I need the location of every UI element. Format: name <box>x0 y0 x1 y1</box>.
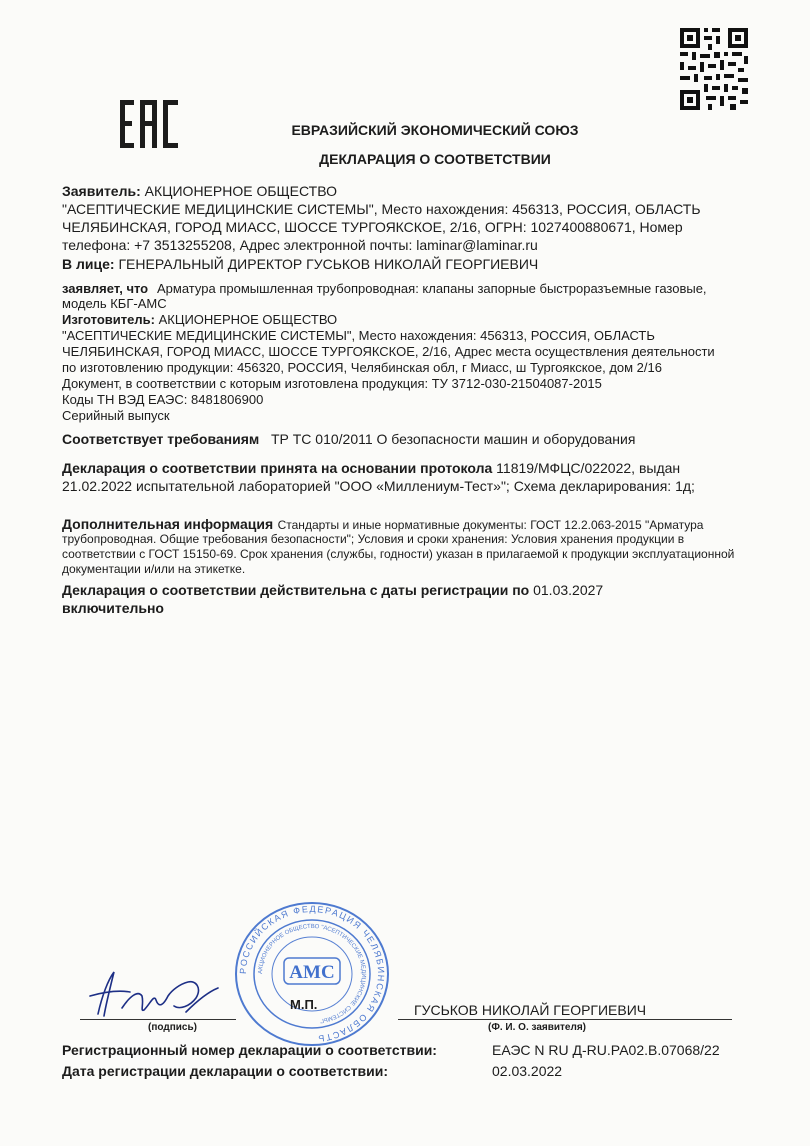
manufacturer-line-1 <box>62 312 337 327</box>
declares-label: заявляет, что <box>62 281 149 296</box>
signature-caption: (подпись) <box>148 1022 197 1033</box>
conforms-value: ТР ТС 010/2011 О безопасности машин и оборудования <box>270 431 636 447</box>
manufacturer-l7: Серийный выпуск <box>62 408 170 423</box>
name-line <box>398 1019 732 1020</box>
conforms-line <box>62 431 635 447</box>
basis-label: Декларация о соответствии принята на основании протокола <box>62 460 493 476</box>
additional-l2: трубопроводная. Общие требования безопасности"; Условия и сроки хранения: Условия хранения продукции в <box>62 532 685 546</box>
person-line <box>62 256 538 272</box>
company-stamp <box>232 900 392 1048</box>
manufacturer-l2: "АСЕПТИЧЕСКИЕ МЕДИЦИНСКИЕ СИСТЕМЫ", Место нахождения: 456313, РОССИЯ, ОБЛАСТЬ <box>62 328 655 343</box>
registration-date: 02.03.2022 <box>492 1063 563 1079</box>
manufacturer-l1: АКЦИОНЕРНОЕ ОБЩЕСТВО <box>158 312 338 327</box>
validity-date: 01.03.2027 <box>533 582 604 598</box>
manufacturer-l6: Коды ТН ВЭД ЕАЭС: 8481806900 <box>62 392 264 407</box>
conforms-label: Соответствует требованиям <box>62 431 260 447</box>
qr-code-icon <box>678 26 750 112</box>
additional-l1: Стандарты и иные нормативные документы: ГОСТ 12.2.063-2015 "Арматура <box>277 518 704 532</box>
registration-number: ЕАЭС N RU Д-RU.РА02.В.07068/22 <box>492 1042 720 1058</box>
additional-label: Дополнительная информация <box>62 516 274 532</box>
validity-suffix: включительно <box>62 600 164 616</box>
additional-l4: документации и/или на этикетке. <box>62 562 246 576</box>
person-label: В лице: <box>62 256 115 272</box>
additional-l3: соответствии с ГОСТ 15150-69. Срок хранения (службы, годности) указан в прилагаемой к продукции эксплуатационной <box>62 547 735 561</box>
signer-name: ГУСЬКОВ НИКОЛАЙ ГЕОРГИЕВИЧ <box>414 1002 647 1018</box>
declares-l1: Арматура промышленная трубопроводная: клапаны запорные быстроразъемные газовые, <box>157 281 707 296</box>
validity-label: Декларация о соответствии действительна с даты регистрации по <box>62 582 530 598</box>
applicant-line-1 <box>62 183 337 199</box>
document-title: ДЕКЛАРАЦИЯ О СООТВЕТСТВИИ <box>319 151 551 167</box>
validity-line <box>62 582 603 598</box>
manufacturer-label: Изготовитель: <box>62 312 155 327</box>
manufacturer-l3: ЧЕЛЯБИНСКАЯ, ГОРОД МИАСС, ШОССЕ ТУРГОЯКСКОЕ, 2/16, Адрес места осуществления деятельности <box>62 344 715 359</box>
name-caption: (Ф. И. О. заявителя) <box>488 1022 587 1033</box>
applicant-l2: "АСЕПТИЧЕСКИЕ МЕДИЦИНСКИЕ СИСТЕМЫ", Место нахождения: 456313, РОССИЯ, ОБЛАСТЬ <box>62 201 701 217</box>
applicant-l1: АКЦИОНЕРНОЕ ОБЩЕСТВО <box>144 183 337 199</box>
applicant-l4: телефона: +7 3513255208, Адрес электронной почты: laminar@laminar.ru <box>62 237 538 253</box>
manufacturer-l5: Документ, в соответствии с которым изготовлена продукция: ТУ 3712-030-21504087-2015 <box>62 376 602 391</box>
stamp-inner-text: АКЦИОНЕРНОЕ ОБЩЕСТВО "АСЕПТИЧЕСКИЕ МЕДИЦИНСКИЕ СИСТЕМЫ" <box>257 923 367 1024</box>
signature-line <box>80 1019 236 1020</box>
applicant-l3: ЧЕЛЯБИНСКАЯ, ГОРОД МИАСС, ШОССЕ ТУРГОЯКСКОЕ, 2/16, ОГРН: 1027400880671, Номер <box>62 219 683 235</box>
signature-scribble <box>84 966 224 1024</box>
basis-l2: 21.02.2022 испытательной лабораторией "ООО «Миллениум-Тест»"; Схема декларирования: 1д; <box>62 478 695 494</box>
stamp-center-text: АМС <box>289 962 335 983</box>
registration-number-label: Регистрационный номер декларации о соответствии: <box>62 1042 437 1058</box>
manufacturer-l4: по изготовлению продукции: 456320, РОССИЯ, Челябинская обл, г Миасс, ш Тургоякское, дом 2/16 <box>62 360 662 375</box>
registration-date-label: Дата регистрации декларации о соответствии: <box>62 1063 388 1079</box>
applicant-label: Заявитель: <box>62 183 141 199</box>
union-heading: ЕВРАЗИЙСКИЙ ЭКОНОМИЧЕСКИЙ СОЮЗ <box>291 122 579 138</box>
basis-line-1 <box>62 460 680 476</box>
person-value: ГЕНЕРАЛЬНЫЙ ДИРЕКТОР ГУСЬКОВ НИКОЛАЙ ГЕОРГИЕВИЧ <box>118 256 539 272</box>
stamp-ring-text: РОССИЙСКАЯ ФЕДЕРАЦИЯ ЧЕЛЯБИНСКАЯ ОБЛАСТЬ <box>237 903 387 1044</box>
basis-l1: 11819/МФЦС/022022, выдан <box>496 460 681 476</box>
stamp-mp-label: М.П. <box>290 997 318 1012</box>
declares-l2: модель КБГ-АМС <box>62 296 167 311</box>
